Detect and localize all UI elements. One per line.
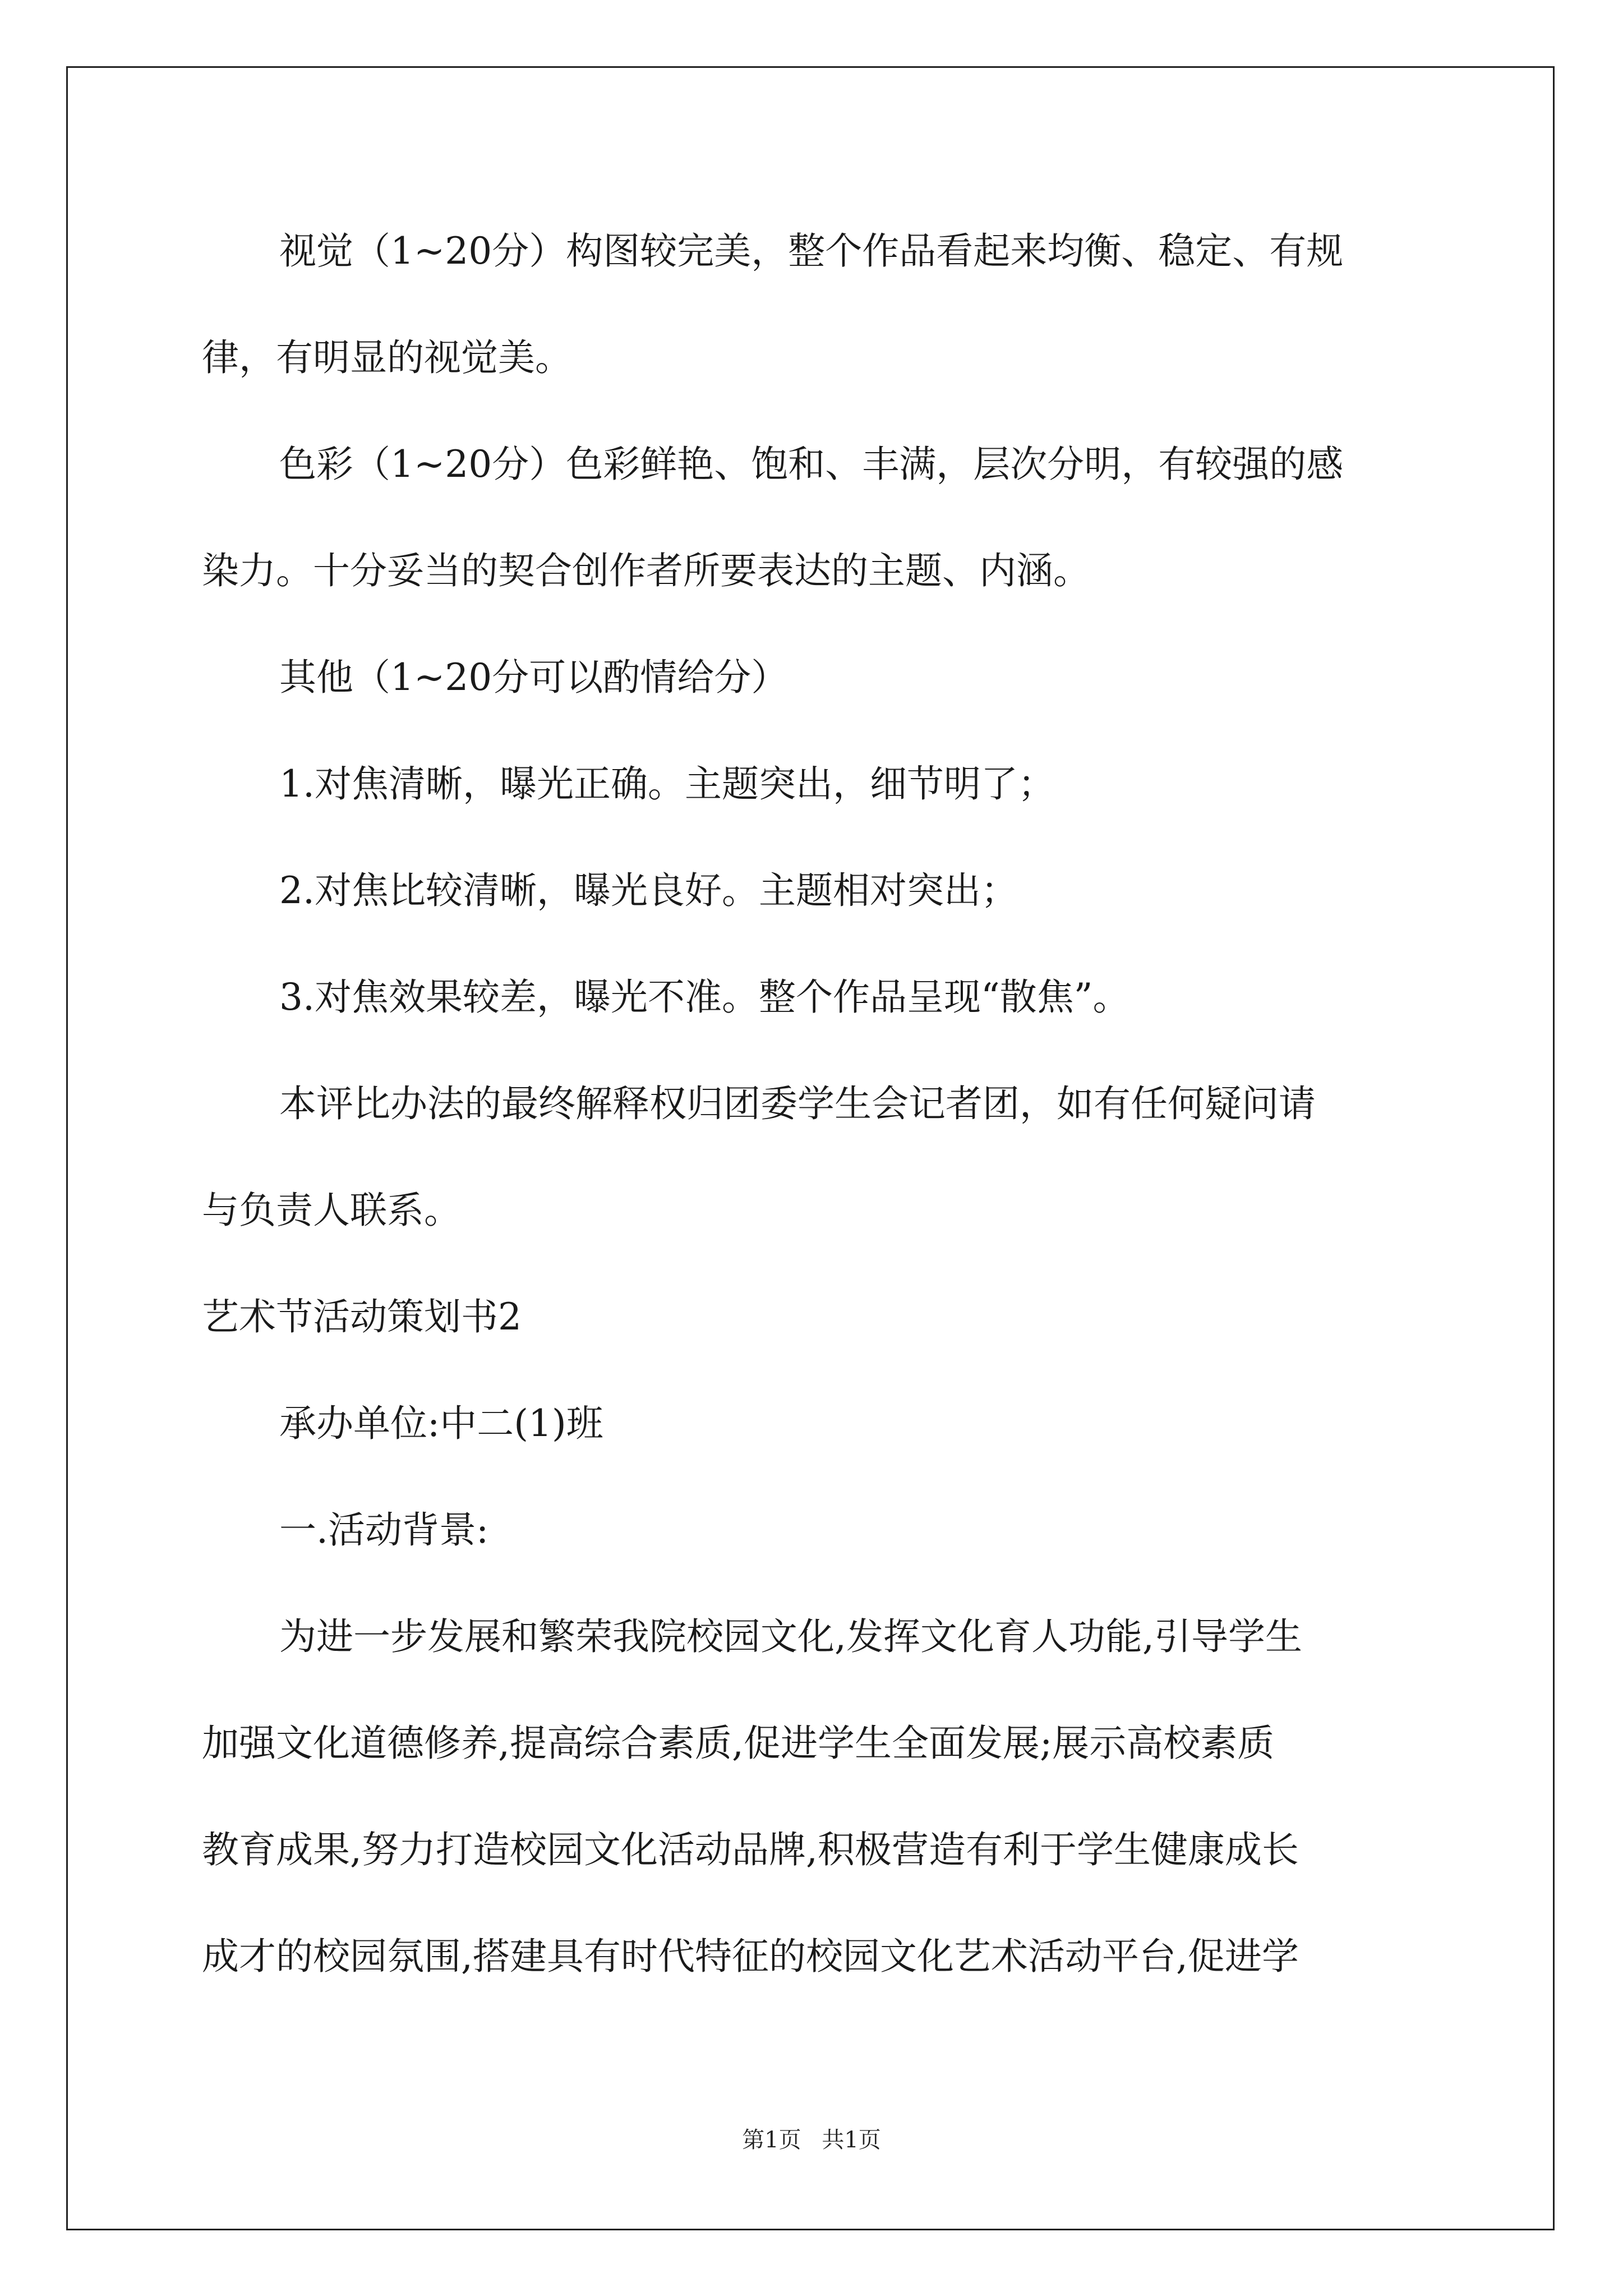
text-line: 其他（1~20分可以酌情给分）: [279, 656, 789, 699]
text-line: 视觉（1~20分）构图较完美，整个作品看起来均衡、稳定、有规: [279, 229, 1344, 273]
page-number: 第1页: [742, 2127, 801, 2153]
page-border: [66, 66, 1555, 2230]
text-line: 色彩（1~20分）色彩鲜艳、饱和、丰满，层次分明，有较强的感: [279, 443, 1344, 486]
text-line: 一.活动背景:: [279, 1508, 489, 1552]
text-line: 3.对焦效果较差，曝光不准。整个作品呈现“散焦”。: [279, 976, 1130, 1019]
text-line: 教育成果,努力打造校园文化活动品牌,积极营造有利于学生健康成长: [202, 1828, 1299, 1871]
text-line: 加强文化道德修养,提高综合素质,促进学生全面发展;展示高校素质: [202, 1722, 1275, 1765]
text-line: 本评比办法的最终解释权归团委学生会记者团，如有任何疑问请: [279, 1082, 1316, 1125]
text-line: 律，有明显的视觉美。: [202, 336, 572, 379]
text-line: 2.对焦比较清晰，曝光良好。主题相对突出；: [279, 869, 1018, 912]
text-line: 与负责人联系。: [202, 1189, 461, 1232]
text-line: 承办单位:中二(1)班: [279, 1402, 603, 1445]
section-heading: 艺术节活动策划书2: [202, 1295, 522, 1338]
text-line: 1.对焦清晰，曝光正确。主题突出，细节明了；: [279, 762, 1055, 806]
text-line: 成才的校园氛围,搭建具有时代特征的校园文化艺术活动平台,促进学: [202, 1935, 1299, 1978]
text-line: 为进一步发展和繁荣我院校园文化,发挥文化育人功能,引导学生: [279, 1615, 1302, 1658]
text-line: 染力。十分妥当的契合创作者所要表达的主题、内涵。: [202, 549, 1090, 592]
page-total: 共1页: [822, 2127, 881, 2153]
page-footer: [0, 2126, 1623, 2154]
